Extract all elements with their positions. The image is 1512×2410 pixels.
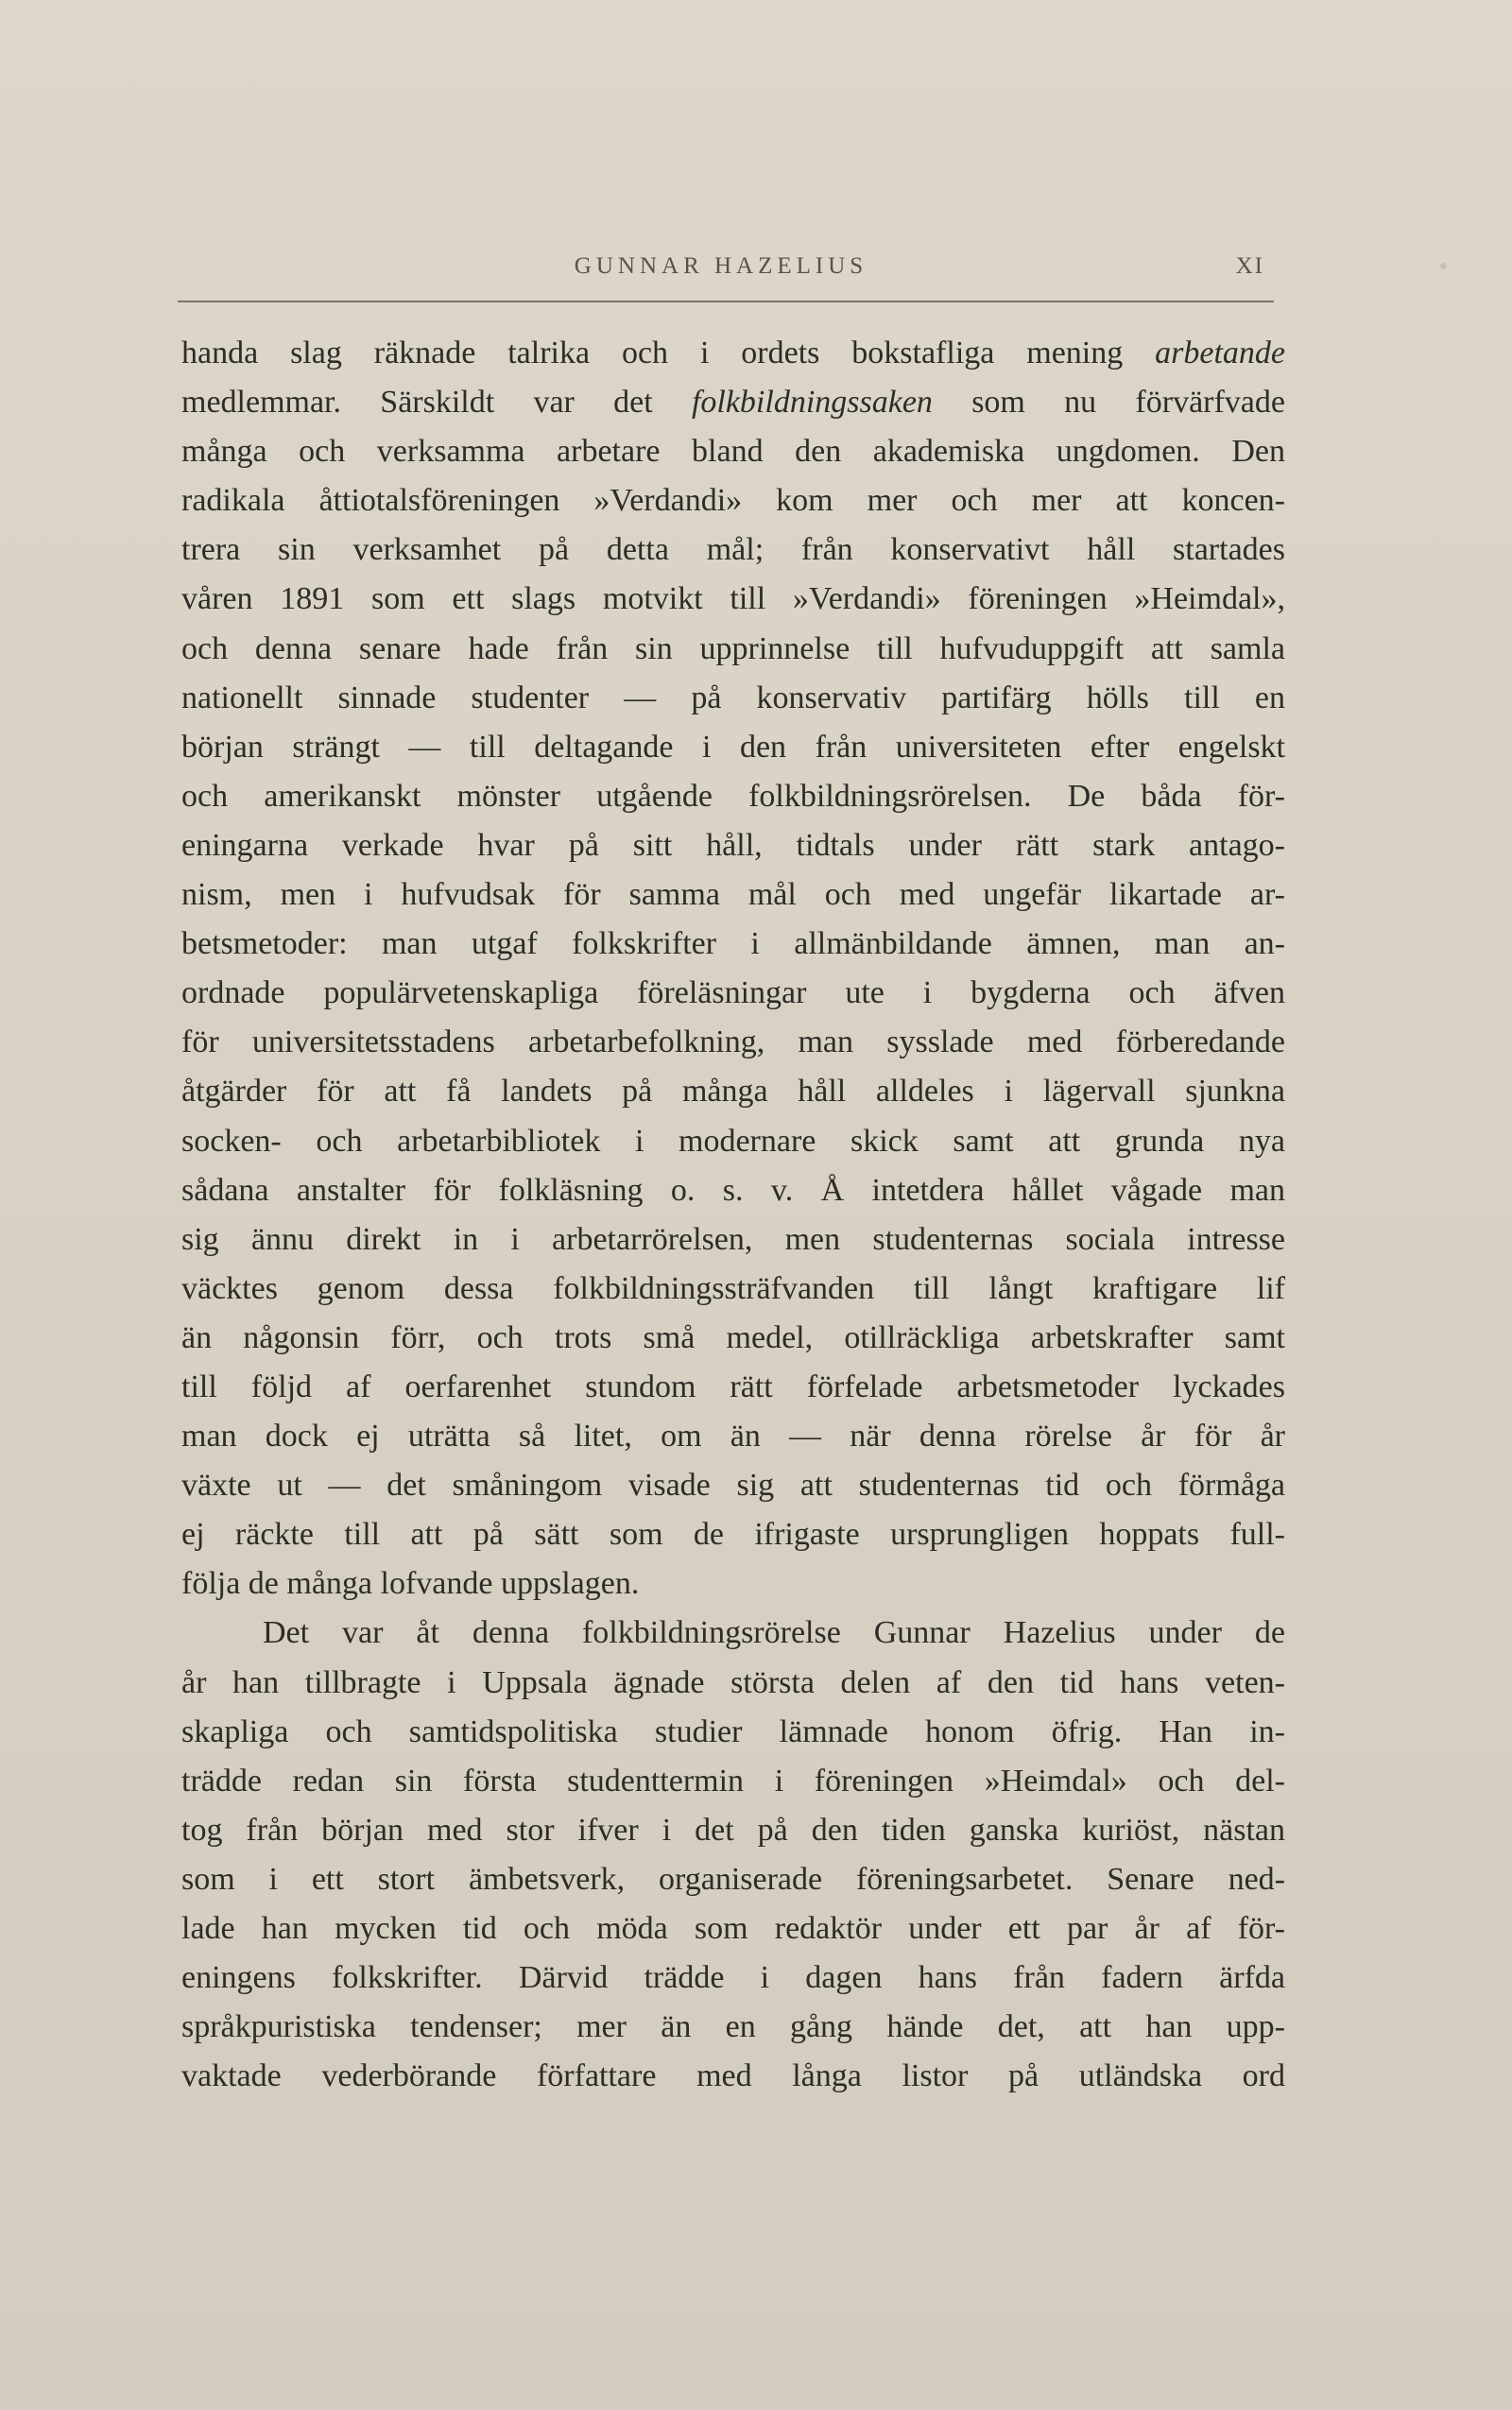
text-run: Det var åt denna folkbildningsrörelse Gunnar Hazelius under de [263,1615,1285,1651]
text-line [181,723,1285,772]
text-run: eningarna verkade hvar på sitt håll, tidtals under rätt stark antago- [181,827,1285,863]
text-line [181,427,1285,476]
text-run: början strängt — till deltagande i den från universiteten efter engelskt [181,729,1285,765]
text-run: ordnade populärvetenskapliga föreläsningar ute i bygderna och äfven [181,975,1285,1011]
text-line [181,1609,1285,1658]
body-text [181,329,1285,2101]
text-line [181,2003,1285,2052]
page-number: XI [1235,253,1264,279]
text-run: växte ut — det småningom visade sig att studenternas tid och förmåga [181,1468,1285,1504]
text-line [181,1708,1285,1757]
text-run: som i ett stort ämbetsverk, organiserade föreningsarbetet. Senare ned- [181,1861,1285,1897]
text-line [181,1067,1285,1116]
text-run: som nu förvärfvade [932,385,1285,421]
text-run: våren 1891 som ett slags motvikt till »Verdandi» föreningen »Heimdal», [181,581,1285,617]
text-run: följa de många lofvande uppslagen. [181,1566,640,1602]
text-run: man dock ej uträtta så litet, om än — när denna rörelse år för år [181,1419,1285,1455]
text-run: radikala åttiotalsföreningen »Verdandi» kom mer och mer att koncen- [181,483,1285,519]
text-line [181,575,1285,624]
text-line [181,2052,1285,2101]
text-line [181,1265,1285,1314]
text-line [181,1659,1285,1708]
text-run: år han tillbragte i Uppsala ägnade största delen af den tid hans veten- [181,1664,1285,1700]
text-line [181,1117,1285,1166]
text-line [181,1018,1285,1067]
text-line [181,525,1285,575]
text-line [181,1757,1285,1806]
text-line [181,1314,1285,1363]
text-line [181,625,1285,674]
text-run: och denna senare hade från sin upprinnelse till hufvuduppgift att samla [181,630,1285,666]
text-run: nism, men i hufvudsak för samma mål och med ungefär likartade ar- [181,877,1285,913]
text-line [181,1559,1285,1609]
text-run: sig ännu direkt in i arbetarrörelsen, men studenternas sociala intresse [181,1221,1285,1257]
text-run: väcktes genom dessa folkbildningssträfvanden till långt kraftigare lif [181,1270,1285,1306]
text-run: tog från början med stor ifver i det på den tiden ganska kuriöst, nästan [181,1812,1285,1848]
text-run: eningens folkskrifter. Därvid trädde i dagen hans från fadern ärfda [181,1960,1285,1996]
emphasized-text: folkbildningssaken [691,385,933,421]
emphasized-text: arbetande [1155,336,1285,370]
text-line [181,1215,1285,1265]
text-run: ej räckte till att på sätt som de ifrigaste ursprungligen hoppats full- [181,1517,1285,1553]
text-run: skapliga och samtidspolitiska studier lämnade honom öfrig. Han in- [181,1713,1285,1749]
text-run: betsmetoder: man utgaf folkskrifter i allmänbildande ämnen, man an- [181,926,1285,962]
text-line [181,1510,1285,1559]
text-line [181,870,1285,920]
header-rule [178,301,1274,302]
text-run: språkpuristiska tendenser; mer än en gång hände det, att han upp- [181,2009,1285,2045]
text-run: medlemmar. Särskildt var det [181,385,692,421]
text-run: socken- och arbetarbibliotek i modernare skick samt att grunda nya [181,1123,1285,1159]
text-run: vaktade vederbörande författare med långa listor på utländska ord [181,2058,1285,2094]
text-line [181,772,1285,821]
text-line [181,674,1285,723]
text-line [181,1412,1285,1461]
text-run: lade han mycken tid och möda som redaktör under ett par år af för- [181,1911,1285,1946]
text-run: och amerikanskt mönster utgående folkbildningsrörelsen. De båda för- [181,778,1285,814]
text-line [181,378,1285,427]
text-line [181,1461,1285,1510]
text-run: trädde redan sin första studenttermin i föreningen »Heimdal» och del- [181,1763,1285,1799]
text-line [181,1954,1285,2003]
text-line [181,969,1285,1018]
running-title: GUNNAR HAZELIUS [574,253,868,279]
paper-speck [1440,263,1447,269]
text-run: många och verksamma arbetare bland den akademiska ungdomen. Den [181,434,1285,470]
text-run: sådana anstalter för folkläsning o. s. v. Å intetdera hållet vågade man [181,1172,1285,1208]
text-line [181,920,1285,969]
text-run: åtgärder för att få landets på många håll alldeles i lägervall sjunkna [181,1074,1285,1110]
text-run: till följd af oerfarenhet stundom rätt förfelade arbetsmetoder lyckades [181,1369,1285,1404]
text-run: för universitetsstadens arbetarbefolkning, man sysslade med förberedande [181,1024,1285,1060]
running-head [178,253,1264,291]
text-line [181,1904,1285,1954]
text-run: än någonsin förr, och trots små medel, otillräckliga arbetskrafter samt [181,1319,1285,1355]
text-line [181,1806,1285,1855]
text-line [181,821,1285,870]
text-line [181,1363,1285,1412]
text-line [181,329,1285,378]
text-run: trera sin verksamhet på detta mål; från konservativt håll startades [181,532,1285,568]
text-run: handa slag räknade talrika och i ordets bokstafliga mening [181,336,1156,370]
text-line [181,1166,1285,1215]
text-line [181,1855,1285,1904]
text-line [181,476,1285,525]
text-run: nationellt sinnade studenter — på konservativ partifärg hölls till en [181,680,1285,715]
